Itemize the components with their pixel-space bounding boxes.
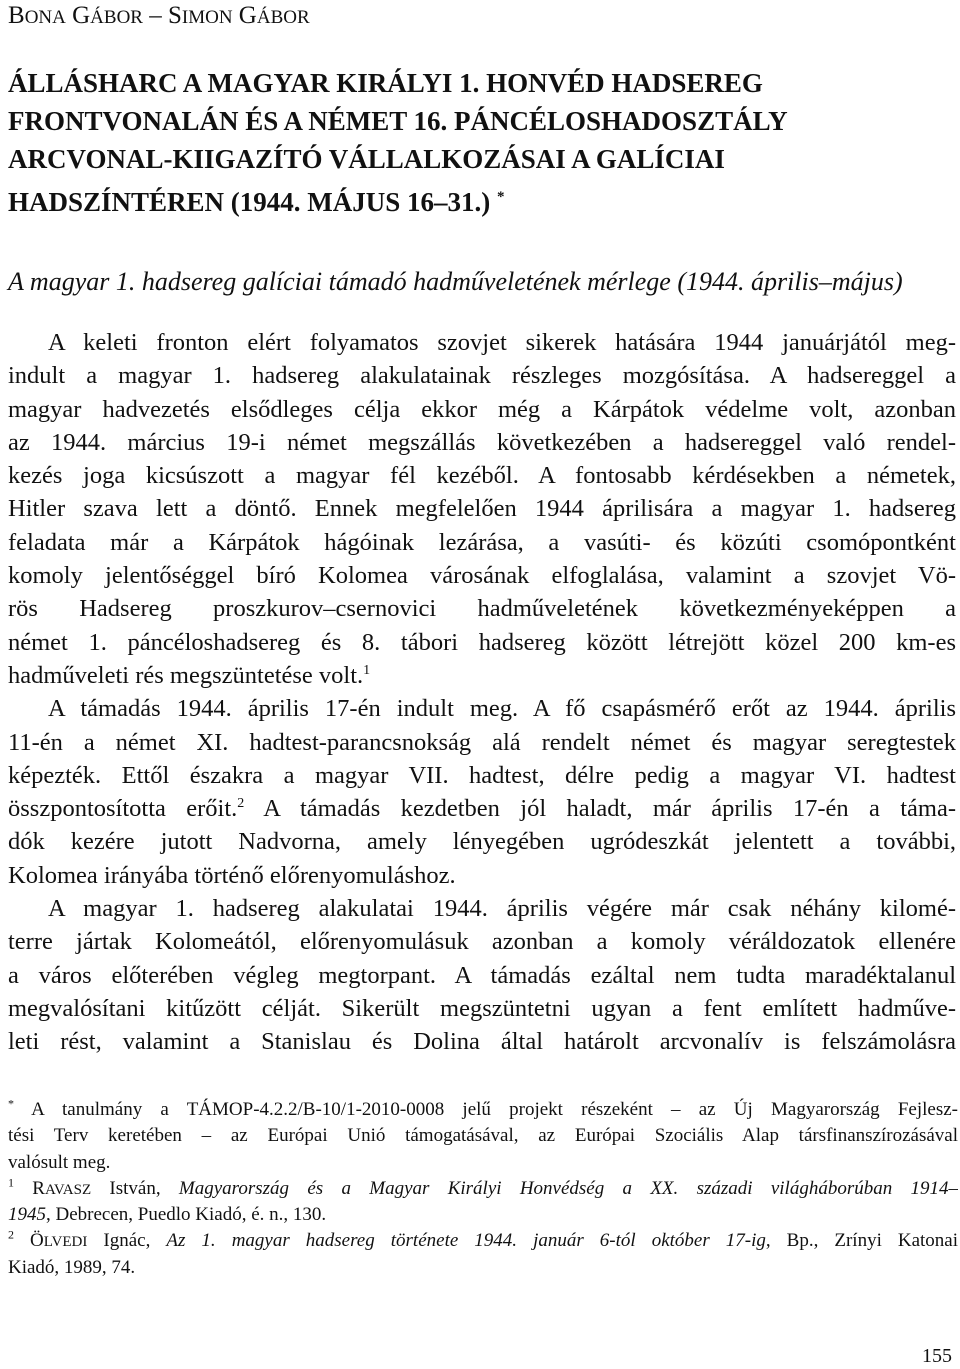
body-line: A keleti fronton elért folyamatos szovjet sikerek hatására 1944 januárjától meg-: [48, 329, 956, 356]
fn2-author-initial: Ö: [30, 1230, 44, 1252]
author1-surname-initial: G: [72, 2, 91, 29]
body-line-text: A támadás kezdetben jól haladt, már április 17-én a táma-: [263, 795, 956, 823]
body-line: terre jártak Kolomeától, előrenyomulásuk azonban a komoly véráldozatok ellenére: [8, 928, 956, 956]
title-line: ARCVONAL-KIIGAZÍTÓ VÁLLALKOZÁSAI A GALÍCIAI: [8, 144, 725, 174]
page-number: 155: [922, 1345, 952, 1367]
title-footnote-mark[interactable]: *: [497, 189, 505, 205]
fn1-author-initial: R: [32, 1177, 45, 1199]
body-line: kezés joga kicsúszott a magyar fél kezéből. A fontosabb kérdésekben a németek,: [8, 462, 956, 490]
author1-initial: B: [8, 2, 25, 29]
section-heading: A magyar 1. hadsereg galíciai támadó hadműveletének mérlege (1944. április–május): [8, 267, 903, 296]
footnote-mark: 2: [8, 1228, 14, 1243]
footnote-ref-1[interactable]: 1: [363, 662, 371, 678]
fn1-title-end: 1945: [8, 1204, 46, 1226]
author2-rest: IMON: [181, 7, 233, 28]
footnote-star-line: tési Terv keretében – az Európai Unió támogatásával, az Európai Szociális Alap társfinanszírozásával: [8, 1125, 958, 1147]
author-line: [8, 0, 310, 34]
fn2-author-rest: LVEDI: [43, 1234, 88, 1251]
author1-surname-rest: ÁBOR: [90, 7, 143, 28]
footnote-star: [8, 1097, 958, 1123]
body-line: [8, 792, 956, 825]
author1-rest: ONA: [24, 7, 66, 28]
body-line: magyar hadvezetés elsődleges célja ekkor még a Kárpátok védelme volt, azonban: [8, 395, 956, 423]
body-line: 11-én a német XI. hadtest-parancsnokság alá rendelt német és magyar seregtestek: [8, 728, 956, 756]
author2-surname-rest: ÁBOR: [256, 7, 310, 28]
body-line: német 1. páncéloshadsereg és 8. tábori hadsereg között létrejött közel 200 km-es: [8, 628, 956, 656]
body-line: dók kezére jutott Nadvorna, amely lényegében ugródeszkát jelentett a további,: [8, 828, 956, 856]
fn2-rest: , Bp., Zrínyi Katonai: [765, 1230, 958, 1252]
body-line-text: hadműveleti rés megszüntetése volt.: [8, 661, 364, 689]
fn1-title: Magyarország és a Magyar Királyi Honvédség a XX. századi világháborúban 1914–: [178, 1177, 958, 1199]
body-line: képezték. Ettől északra a magyar VII. hadtest, délre pedig a magyar VI. hadtest: [8, 761, 956, 789]
fn1-rest: , Debrecen, Puedlo Kiadó, é. n., 130.: [46, 1204, 327, 1226]
footnote-2-line: Kiadó, 1989, 74.: [8, 1256, 136, 1278]
body-line: leti rést, valamint a Stanislau és Dolina által határolt arcvonalív is felszámolásra: [8, 1028, 956, 1056]
body-line: Hitler szava lett a döntő. Ennek megfelelően 1944 áprilisára a magyar 1. hadsereg: [8, 495, 956, 523]
body-line: [8, 659, 956, 692]
body-line: indult a magyar 1. hadsereg alakulatainak részleges mozgósítása. A hadsereggel a: [8, 362, 956, 390]
body-line: a város előterében végleg megtorpant. A támadás ezáltal nem tudta maradéktalanul: [8, 961, 956, 989]
paper-title: [8, 64, 948, 216]
footnote-2: [8, 1228, 958, 1254]
footnotes: [8, 1097, 958, 1281]
body-line-text: összpontosította erőit.: [8, 795, 238, 823]
body-line: komoly jelentőséggel bíró Kolomea városának elfoglalása, valamint a szovjet Vö-: [8, 562, 956, 590]
body-line: Kolomea irányába történő előrenyomuláshoz.: [8, 861, 456, 889]
footnote-text: A tanulmány a TÁMOP-4.2.2/B-10/1-2010-0008 jelű projekt részeként – az Új Magyarország Fejlesz-: [31, 1099, 958, 1120]
author2-initial: S: [167, 2, 182, 29]
body-line: megvalósítani kitűzött célját. Sikerült megszüntetni ugyan a fent említett hadműve-: [8, 994, 956, 1022]
title-line: FRONTVONALÁN ÉS A NÉMET 16. PÁNCÉLOSHADOSZTÁLY: [8, 106, 788, 136]
body-line: A támadás 1944. április 17-én indult meg. A fő csapásmérő erőt az 1944. április: [48, 695, 956, 723]
footnote-star-line: valósult meg.: [8, 1151, 111, 1173]
body-line: feladata már a Kárpátok hágóinak lezárása, a vasúti- és közúti csomópontként: [8, 528, 956, 556]
body-line: az 1944. március 19-i német megszállás következében a hadsereggel való rendel-: [8, 428, 956, 456]
body-line: rös Hadsereg proszkurov–csernovici hadműveletének következményeképpen a: [8, 595, 956, 623]
fn2-author-given: Ignác,: [103, 1230, 151, 1252]
footnote-1: [8, 1176, 958, 1202]
author-dash: –: [149, 2, 162, 29]
fn1-author-given: István,: [109, 1177, 161, 1199]
title-line: [8, 178, 948, 216]
body-text: [8, 326, 956, 1059]
fn1-author-rest: AVASZ: [44, 1181, 92, 1198]
author2-surname-initial: G: [238, 2, 257, 29]
footnote-1-line: [8, 1202, 958, 1228]
footnote-mark: 1: [8, 1175, 14, 1190]
title-line: ÁLLÁSHARC A MAGYAR KIRÁLYI 1. HONVÉD HADSEREG: [8, 68, 763, 98]
footnote-mark: *: [8, 1097, 14, 1111]
body-line: A magyar 1. hadsereg alakulatai 1944. április végére már csak néhány kilomé-: [48, 895, 956, 923]
fn2-title: Az 1. magyar hadsereg története 1944. január 6-tól október 17-ig: [166, 1230, 766, 1252]
footnote-ref-2[interactable]: 2: [237, 796, 245, 811]
title-line-text: HADSZÍNTÉREN (1944. MÁJUS 16–31.): [8, 187, 491, 217]
